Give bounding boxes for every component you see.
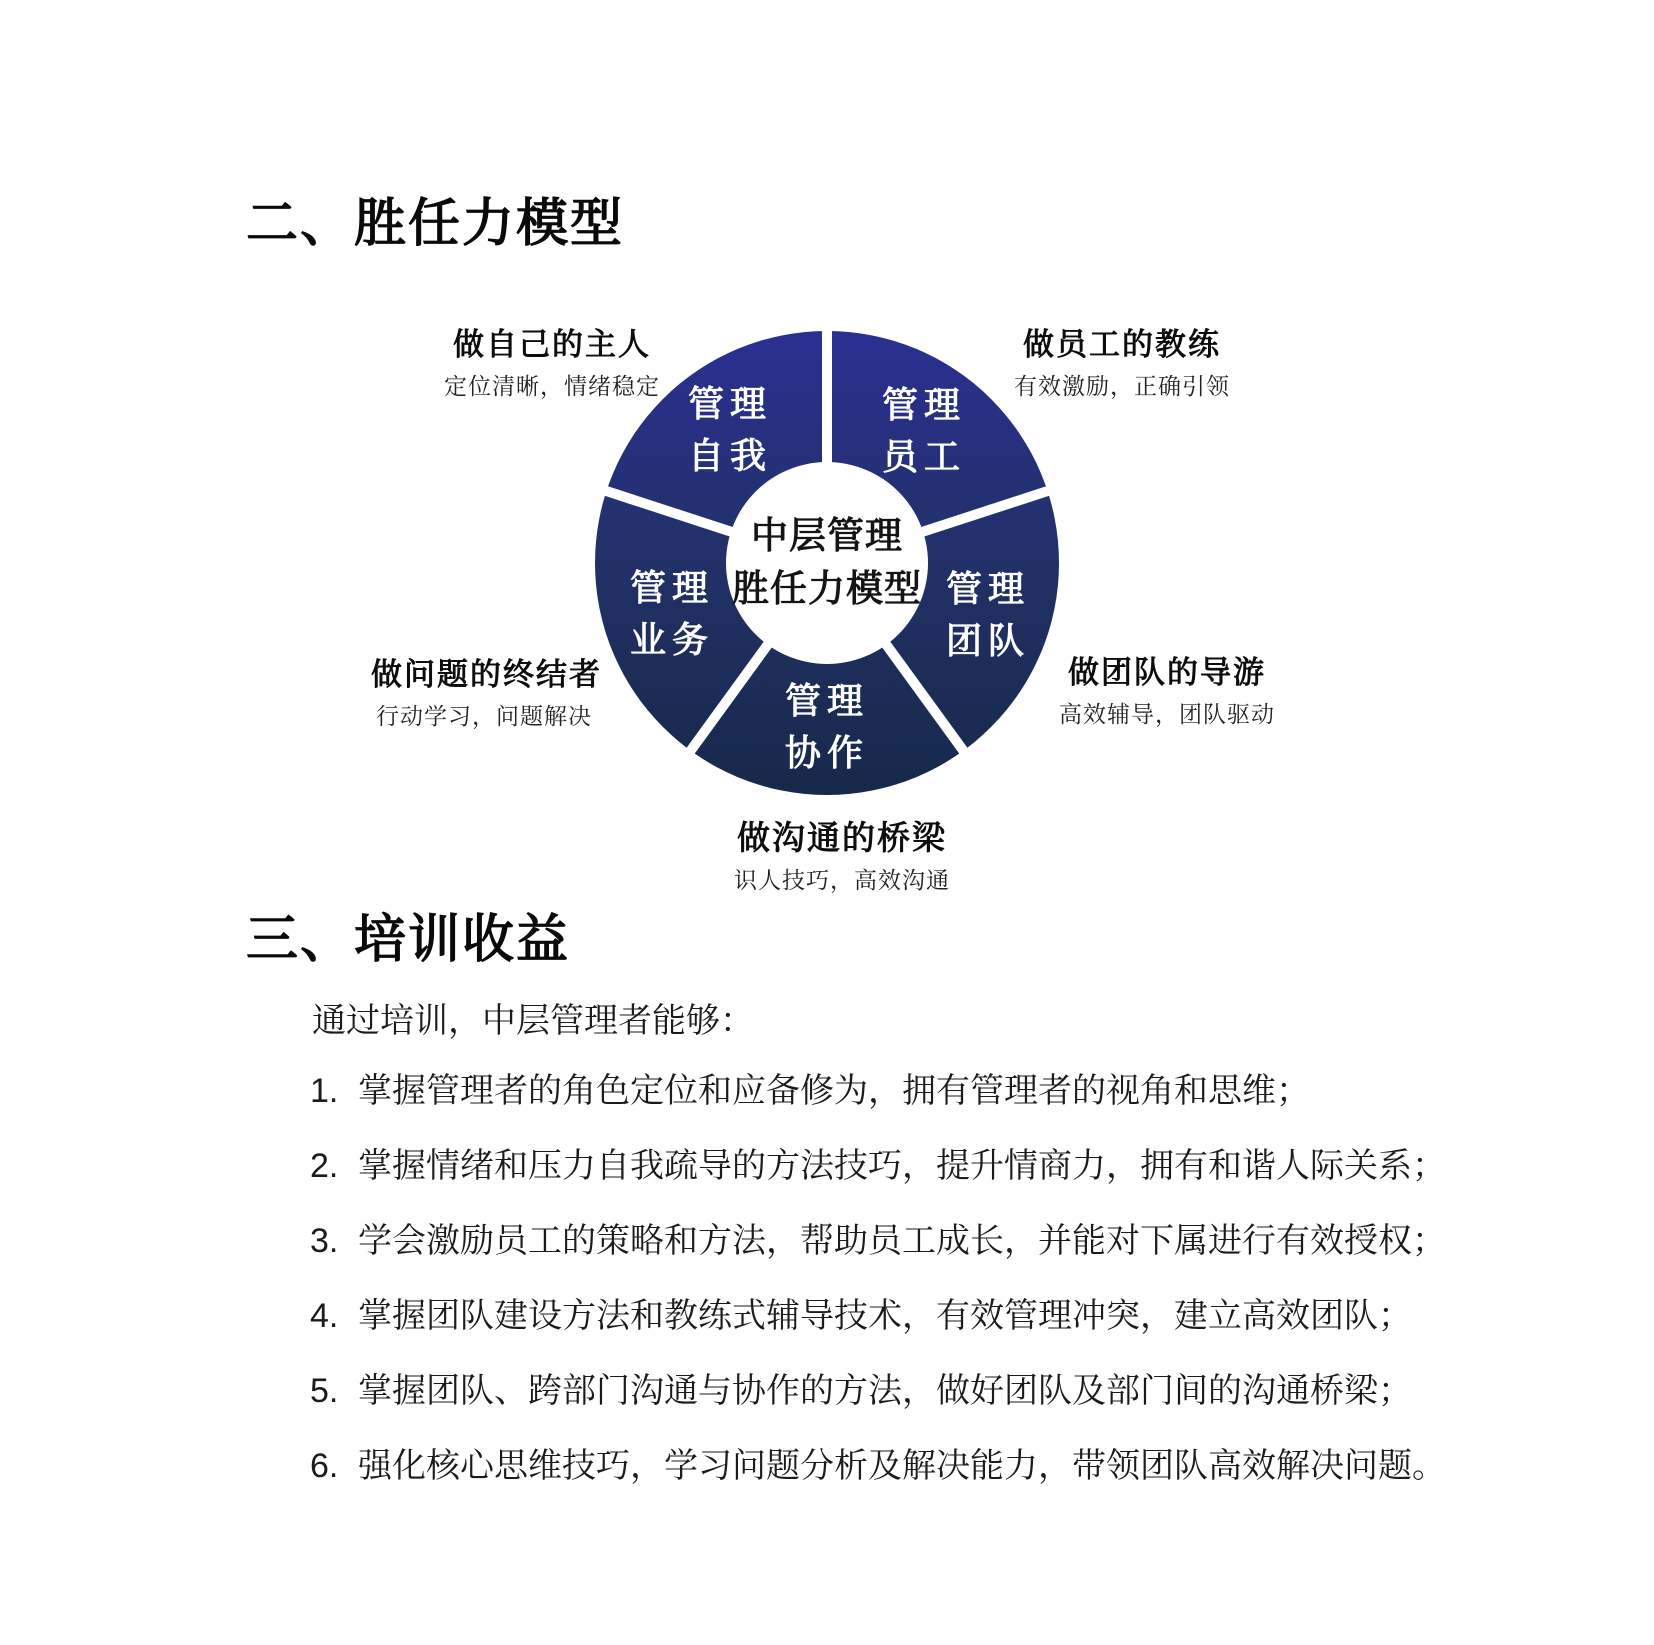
callout-title: 做团队的导游 <box>1068 655 1266 690</box>
benefit-text: 掌握团队建设方法和教练式辅导技术，有效管理冲突，建立高效团队； <box>358 1297 1412 1335</box>
segment-text-line: 管理 <box>687 383 772 424</box>
callout-subtitle: 行动学习，问题解决 <box>376 703 592 730</box>
segment-text-line: 管理 <box>629 567 714 608</box>
section2-heading: 二、胜任力模型 <box>246 195 625 253</box>
diagram-center-label <box>677 509 977 615</box>
segment-text-line: 管理 <box>945 568 1030 609</box>
benefit-number: 6. <box>310 1447 339 1485</box>
benefit-number: 4. <box>310 1297 339 1335</box>
segment-label-manage-staff <box>824 379 1024 483</box>
callout-subtitle: 识人技巧，高效沟通 <box>734 867 950 894</box>
segment-text-line: 团队 <box>945 620 1030 661</box>
segment-label-manage-collaboration <box>727 675 927 779</box>
benefit-item <box>310 1295 1412 1338</box>
callout-staff-coach <box>1012 328 1232 399</box>
callout-subtitle: 有效激励，正确引领 <box>1014 373 1230 400</box>
benefit-text: 掌握团队、跨部门沟通与协作的方法，做好团队及部门间的沟通桥梁； <box>358 1372 1412 1410</box>
callout-title: 做员工的教练 <box>1023 327 1221 362</box>
callout-title: 做自己的主人 <box>453 327 651 362</box>
segment-text-line: 协作 <box>784 732 869 773</box>
benefit-item <box>310 1445 1446 1488</box>
segment-text-line: 员工 <box>881 436 966 477</box>
segment-text-line: 管理 <box>784 680 869 721</box>
center-label-line: 胜任力模型 <box>732 568 922 609</box>
benefit-text: 学会激励员工的策略和方法，帮助员工成长，并能对下属进行有效授权； <box>358 1222 1446 1260</box>
benefit-text: 掌握情绪和压力自我疏导的方法技巧，提升情商力，拥有和谐人际关系； <box>358 1147 1446 1185</box>
callout-communication-bridge <box>731 820 953 894</box>
callout-subtitle: 高效辅导，团队驱动 <box>1059 701 1275 728</box>
callout-subtitle: 定位清晰，情绪稳定 <box>444 373 660 400</box>
benefit-item <box>310 1370 1412 1413</box>
callout-title: 做问题的终结者 <box>371 657 602 692</box>
benefit-number: 3. <box>310 1222 339 1260</box>
benefit-text: 掌握管理者的角色定位和应备修为，拥有管理者的视角和思维； <box>358 1072 1310 1110</box>
benefit-item <box>310 1220 1446 1263</box>
callout-self-master <box>441 328 663 399</box>
benefits-intro: 通过培训，中层管理者能够： <box>312 1002 754 1040</box>
benefit-text: 强化核心思维技巧，学习问题分析及解决能力，带领团队高效解决问题。 <box>358 1447 1446 1485</box>
callout-problem-terminator <box>371 657 602 730</box>
segment-text-line: 管理 <box>881 384 966 425</box>
benefit-number: 2. <box>310 1147 339 1185</box>
callout-team-guide <box>1059 656 1275 727</box>
benefit-item <box>310 1070 1310 1113</box>
callout-title: 做沟通的桥梁 <box>737 819 947 856</box>
segment-text-line: 自我 <box>687 435 772 476</box>
center-label-line: 中层管理 <box>751 515 903 556</box>
benefit-item <box>310 1145 1446 1188</box>
benefit-number: 1. <box>310 1072 339 1110</box>
section3-heading: 三、培训收益 <box>246 911 571 969</box>
segment-text-line: 业务 <box>629 619 714 660</box>
benefit-number: 5. <box>310 1372 339 1410</box>
